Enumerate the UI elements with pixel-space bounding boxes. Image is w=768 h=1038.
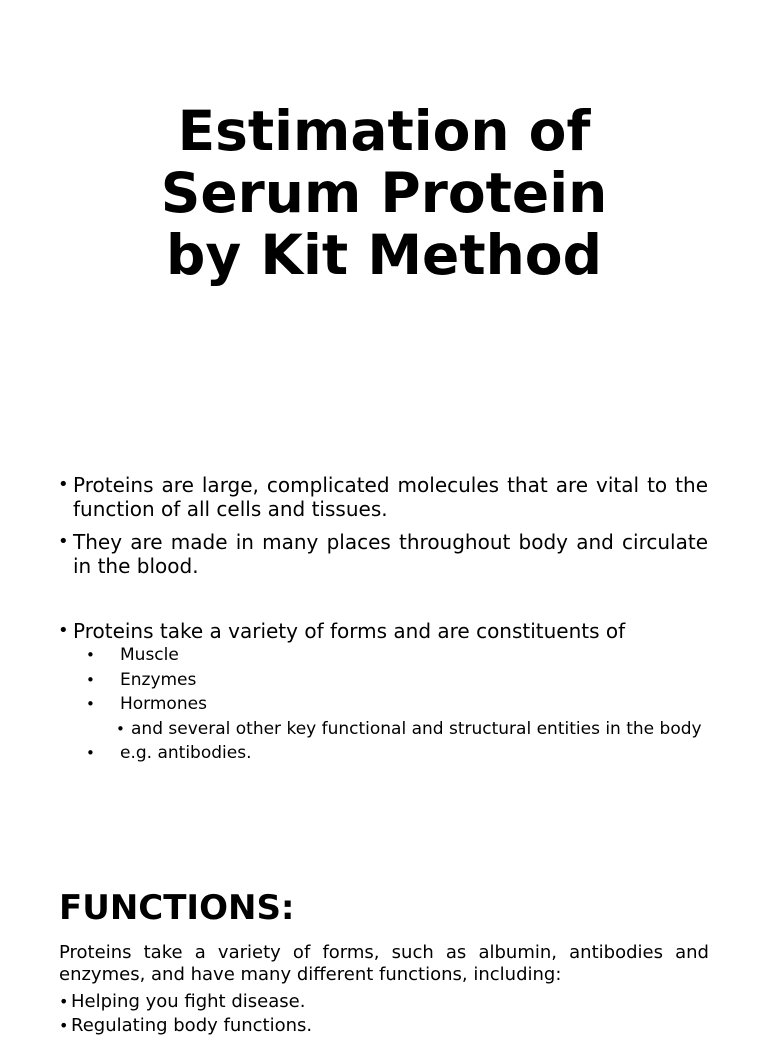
sub-bullet-item [58, 645, 708, 666]
title-line-1: Estimation of [177, 99, 591, 163]
title-line-3: by Kit Method [166, 223, 602, 287]
functions-heading: FUNCTIONS: [59, 888, 295, 928]
functions-item: • Helping you fight disease. [59, 990, 709, 1014]
sub-bullet-item [58, 670, 708, 691]
bullet-text: They are made in many places throughout body and circulate in the blood. [73, 530, 708, 578]
sub-bullet-text: and several other key functional and structural entities in the body [131, 718, 702, 739]
sub-bullet-text: Enzymes [120, 669, 197, 690]
sub-bullet-text: Hormones [120, 694, 207, 714]
sub-bullet-item [58, 694, 708, 715]
sub-bullet-list [73, 645, 708, 764]
intro-bullet-list [58, 473, 708, 768]
slide-title [0, 100, 768, 286]
bullet-text: Proteins are large, complicated molecules that are vital to the function of all cells and tissues. [73, 473, 708, 521]
bullet-item [58, 473, 708, 521]
sub-bullet-item [58, 719, 708, 740]
functions-item: • Regulating body functions. [59, 1014, 709, 1038]
functions-intro: Proteins take a variety of forms, such as albumin, antibodies and enzymes, and have many different functions, including: [59, 942, 709, 985]
title-line-2: Serum Protein [160, 161, 608, 225]
bullet-item [58, 619, 708, 764]
sub-bullet-text: Muscle [120, 645, 179, 665]
bullet-item [58, 530, 708, 578]
functions-list [59, 990, 709, 1038]
bullet-text: Proteins take a variety of forms and are constituents of [73, 619, 626, 643]
sub-bullet-text: e.g. antibodies. [120, 743, 252, 763]
sub-bullet-item [58, 743, 708, 764]
